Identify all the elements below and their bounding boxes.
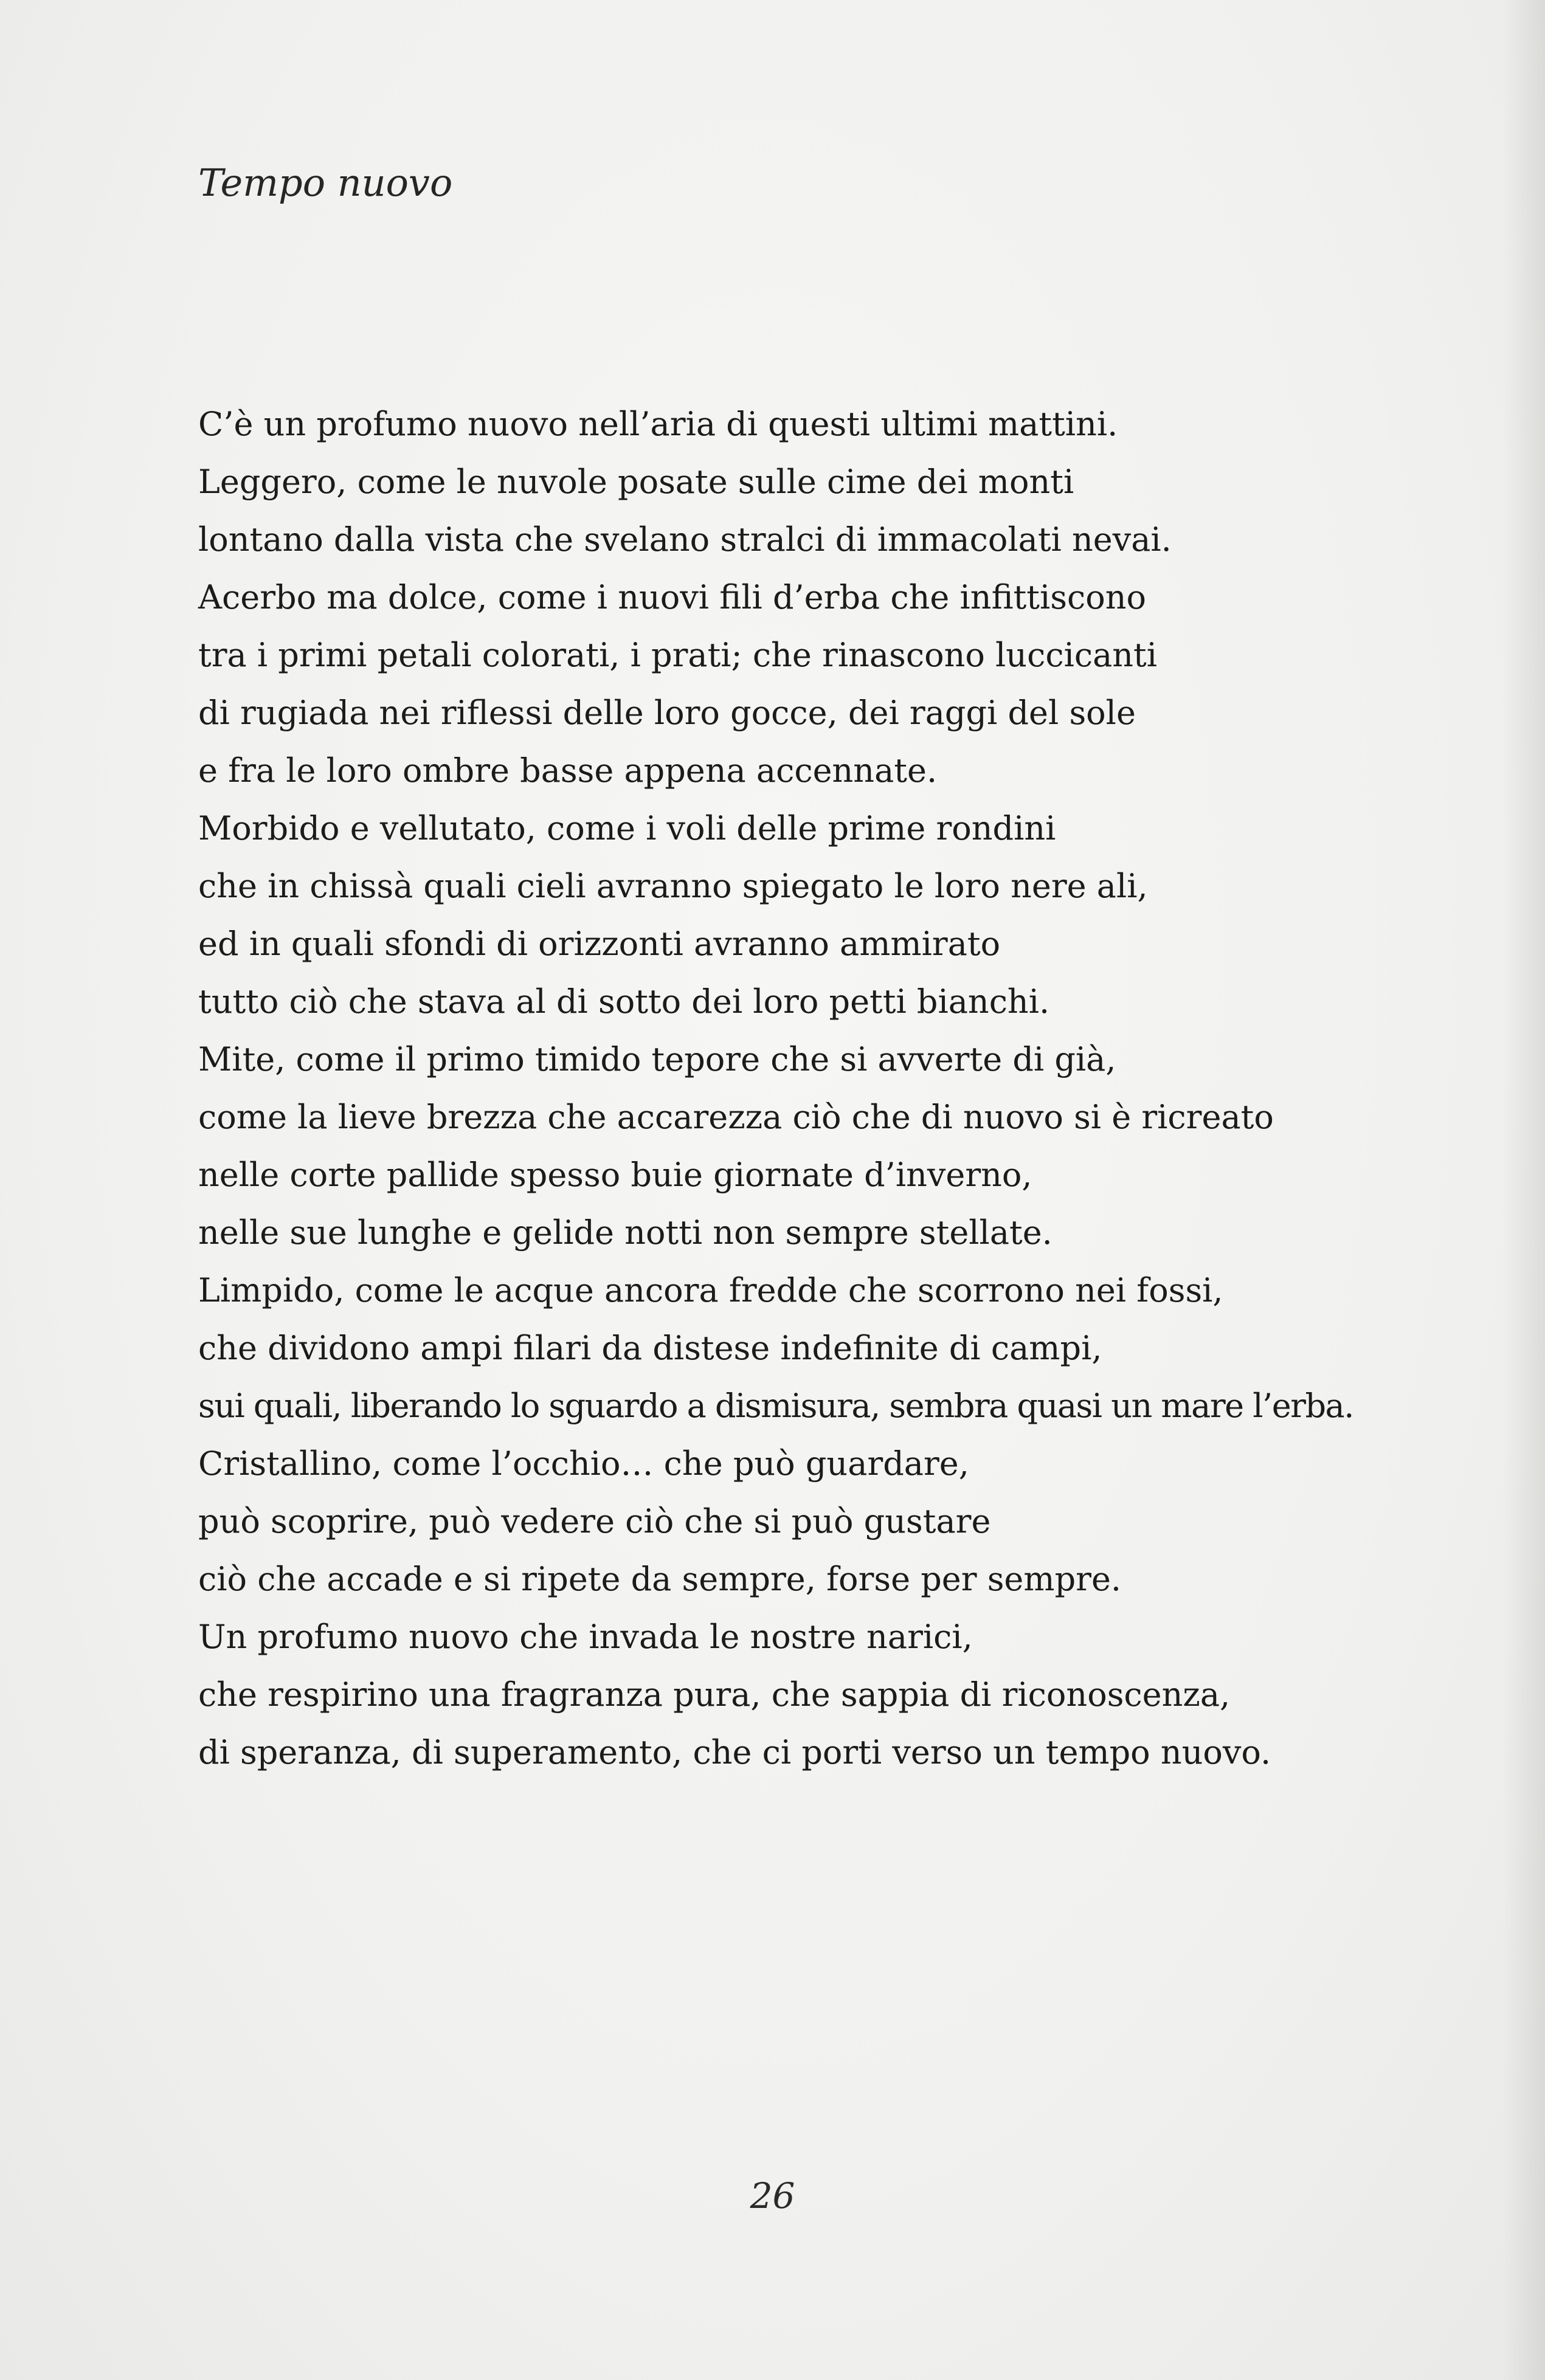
poem-line: ciò che accade e si ripete da sempre, forse per sempre.	[198, 1560, 1122, 1598]
page-number: 26	[750, 2175, 795, 2216]
poem-line: Morbido e vellutato, come i voli delle prime rondini	[198, 809, 1056, 847]
poem-line: di speranza, di superamento, che ci porti verso un tempo nuovo.	[198, 1733, 1271, 1771]
poem-line: e fra le loro ombre basse appena accennate.	[198, 751, 938, 790]
poem-line: C’è un profumo nuovo nell’aria di questi ultimi mattini.	[198, 405, 1118, 443]
poem-line: Cristallino, come l’occhio… che può guardare,	[198, 1444, 969, 1483]
poem-line: ed in quali sfondi di orizzonti avranno ammirato	[198, 925, 1001, 963]
poem-line: Mite, come il primo timido tepore che si avverte di già,	[198, 1040, 1116, 1078]
poem-body	[198, 395, 1487, 1781]
poem-line: Acerbo ma dolce, come i nuovi fili d’erba che infittiscono	[198, 578, 1147, 616]
poem-line: come la lieve brezza che accarezza ciò che di nuovo si è ricreato	[198, 1098, 1274, 1136]
poem-line: può scoprire, può vedere ciò che si può gustare	[198, 1502, 991, 1540]
poem-line: nelle corte pallide spesso buie giornate d’inverno,	[198, 1156, 1032, 1194]
poem-line: che respirino una fragranza pura, che sappia di riconoscenza,	[198, 1675, 1231, 1714]
poem-line: che dividono ampi filari da distese indefinite di campi,	[198, 1329, 1102, 1367]
poem-line: sui quali, liberando lo sguardo a dismisura, sembra quasi un mare l’erba.	[198, 1387, 1353, 1425]
poem-line: che in chissà quali cieli avranno spiegato le loro nere ali,	[198, 867, 1148, 905]
poem-title: Tempo nuovo	[198, 160, 453, 205]
poem-line: tutto ciò che stava al di sotto dei loro petti bianchi.	[198, 982, 1050, 1021]
poem-line: nelle sue lunghe e gelide notti non sempre stellate.	[198, 1213, 1052, 1252]
poem-line: Un profumo nuovo che invada le nostre narici,	[198, 1618, 973, 1656]
poem-line: lontano dalla vista che svelano stralci di immacolati nevai.	[198, 520, 1172, 559]
poem-line: Limpido, come le acque ancora fredde che scorrono nei fossi,	[198, 1271, 1223, 1309]
poem-line: tra i primi petali colorati, i prati; che rinascono luccicanti	[198, 636, 1158, 674]
poem-line: di rugiada nei riflessi delle loro gocce, dei raggi del sole	[198, 694, 1136, 732]
poem-line: Leggero, come le nuvole posate sulle cime dei monti	[198, 463, 1074, 501]
